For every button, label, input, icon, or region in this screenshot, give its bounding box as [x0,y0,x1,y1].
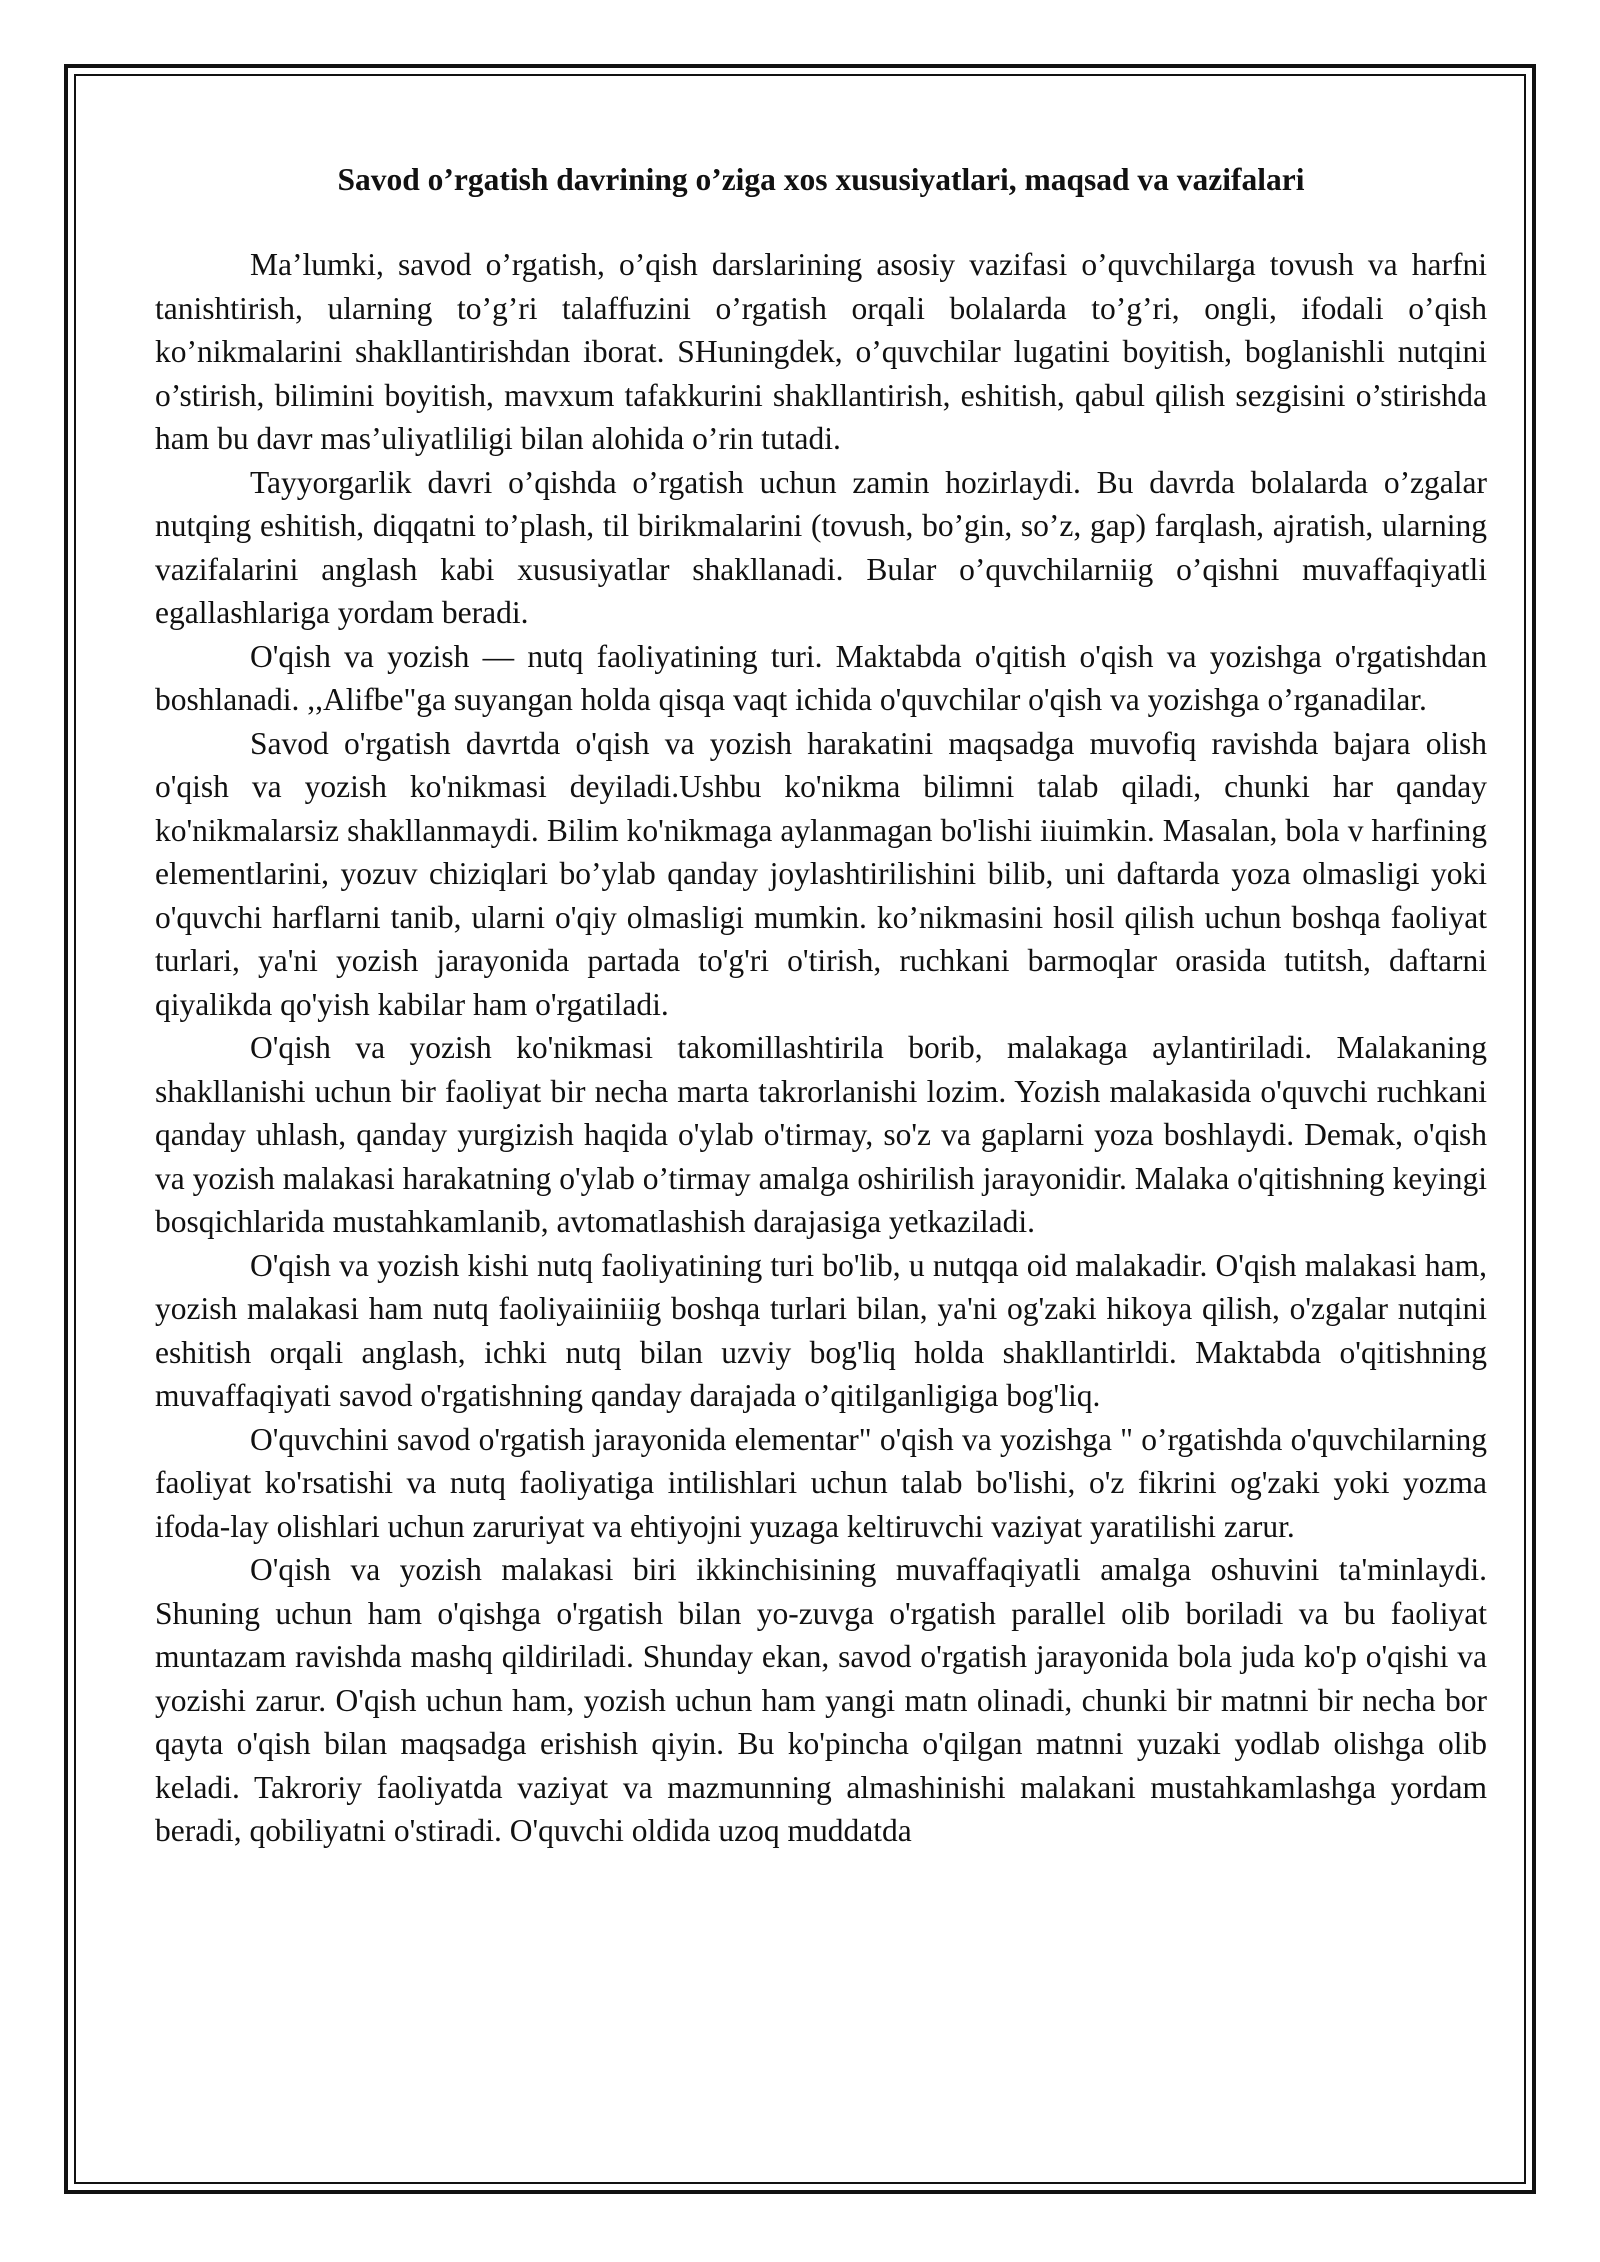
paragraph-6: O'qish va yozish kishi nutq faoliyatining turi bo'lib, u nutqqa oid malakadir. O'qish malakasi ham, yozish malakasi ham nutq faoliyaiiniiig boshqa turlari bilan, ya'ni og'zaki hikoya qilish, o'zgalar nutqini eshitish orqali anglash, ichki nutq bilan uzviy bog'liq holda shakllantirldi. Maktabda o'qitishning muvaffaqiyati savod o'rgatishning qanday darajada o’qitilganligiga bog'liq. [155,1247,1487,1413]
paragraph-4: Savod o'rgatish davrtda o'qish va yozish harakatini maqsadga muvofiq ravishda bajara olish o'qish va yozish ko'nikmasi deyiladi.Ushbu ko'nikma bilimni talab qiladi, chunki har qanday ko'nikmalarsiz shakllanmaydi. Bilim ko'nikmaga aylanmagan bo'lishi iiuimkin. Masalan, bola v harfining elementlarini, yozuv chiziqlari bo’ylab qanday joylashtirilishini bilib, uni daftarda yoza olmasligi yoki o'quvchi harflarni tanib, ularni o'qiy olmasligi mumkin. ko’nikmasini hosil qilish uchun boshqa faoliyat turlari, ya'ni yozish jarayonida partada to'g'ri o'tirish, ruchkani barmoqlar orasida tutitsh, daftarni qiyalikda qo'yish kabilar ham o'rgatiladi. [155,725,1487,1022]
paragraph-2: Tayyorgarlik davri o’qishda o’rgatish uchun zamin hozirlaydi. Bu davrda bolalarda o’zgalar nutqing eshitish, diqqatni to’plash, til birikmalarini (tovush, bo’gin, so’z, gap) farqlash, ajratish, ularning vazifalarini anglash kabi xususiyatlar shakllanadi. Bular o’quvchilarniig o’qishni muvaffaqiyatli egallashlariga yordam beradi. [155,464,1487,630]
paragraph-3: O'qish va yozish — nutq faoliyatining turi. Maktabda o'qitish o'qish va yozishga o'rgatishdan boshlanadi. ,,Alifbe"ga suyangan holda qisqa vaqt ichida o'quvchilar o'qish va yozishga o’rganadilar. [155,638,1487,717]
paragraph-8: O'qish va yozish malakasi biri ikkinchisining muvaffaqiyatli amalga oshuvini ta'minlaydi. Shuning uchun ham o'qishga o'rgatish bilan yo-zuvga o'rgatish parallel olib boriladi va bu faoliyat muntazam ravishda mashq qildiriladi. Shunday ekan, savod o'rgatish jarayonida bola juda ko'p o'qishi va yozishi zarur. O'qish uchun ham, yozish uchun ham yangi matn olinadi, chunki bir matnni bir necha bor qayta o'qish bilan maqsadga erishish qiyin. Bu ko'pincha o'qilgan matnni yuzaki yodlab olishga olib keladi. Takroriy faoliyatda vaziyat va mazmunning almashinishi malakani mustahkamlashga yordam beradi, qobiliyatni o'stiradi. O'quvchi oldida uzoq muddatda [155,1552,1487,1848]
paragraph-7: O'quvchini savod o'rgatish jarayonida elementar" o'qish va yozishga " o’rgatishda o'quvchilarning faoliyat ko'rsatishi va nutq faoliyatiga intilishlari uchun talab bo'lishi, o'z fikrini og'zaki yoki yozma ifoda-lay olishlari uchun zaruriyat va ehtiyojni yuzaga keltiruvchi vaziyat yaratilishi zarur. [155,1421,1487,1544]
document-title: Savod o’rgatish davrining o’ziga xos xususiyatlari, maqsad va vazifalari [337,162,1305,197]
document-body [155,158,1487,1853]
paragraph-5: O'qish va yozish ko'nikmasi takomillashtirila borib, malakaga aylantiriladi. Malakaning shakllanishi uchun bir faoliyat bir necha marta takrorlanishi lozim. Yozish malakasida o'quvchi ruchkani qanday uhlash, qanday yurgizish haqida o'ylab o'tirmay, so'z va gaplarni yoza boshlaydi. Demak, o'qish va yozish malakasi harakatning o'ylab o’tirmay amalga oshirilish jarayonidir. Malaka o'qitishning keyingi bosqichlarida mustahkamlanib, avtomatlashish darajasiga yetkaziladi. [155,1030,1487,1239]
paragraph-1: Ma’lumki, savod o’rgatish, o’qish darslarining asosiy vazifasi o’quvchilarga tovush va harfni tanishtirish, ularning to’g’ri talaffuzini o’rgatish orqali bolalarda to’g’ri, ongli, ifodali o’qish ko’nikmalarini shakllantirishdan iborat. SHuningdek, o’quvchilar lugatini boyitish, boglanishli nutqini o’stirish, bilimini boyitish, mavxum tafakkurini shakllantirish, eshitish, qabul qilish sezgisini o’stirishda ham bu davr mas’uliyatliligi bilan alohida o’rin tutadi. [155,247,1487,456]
